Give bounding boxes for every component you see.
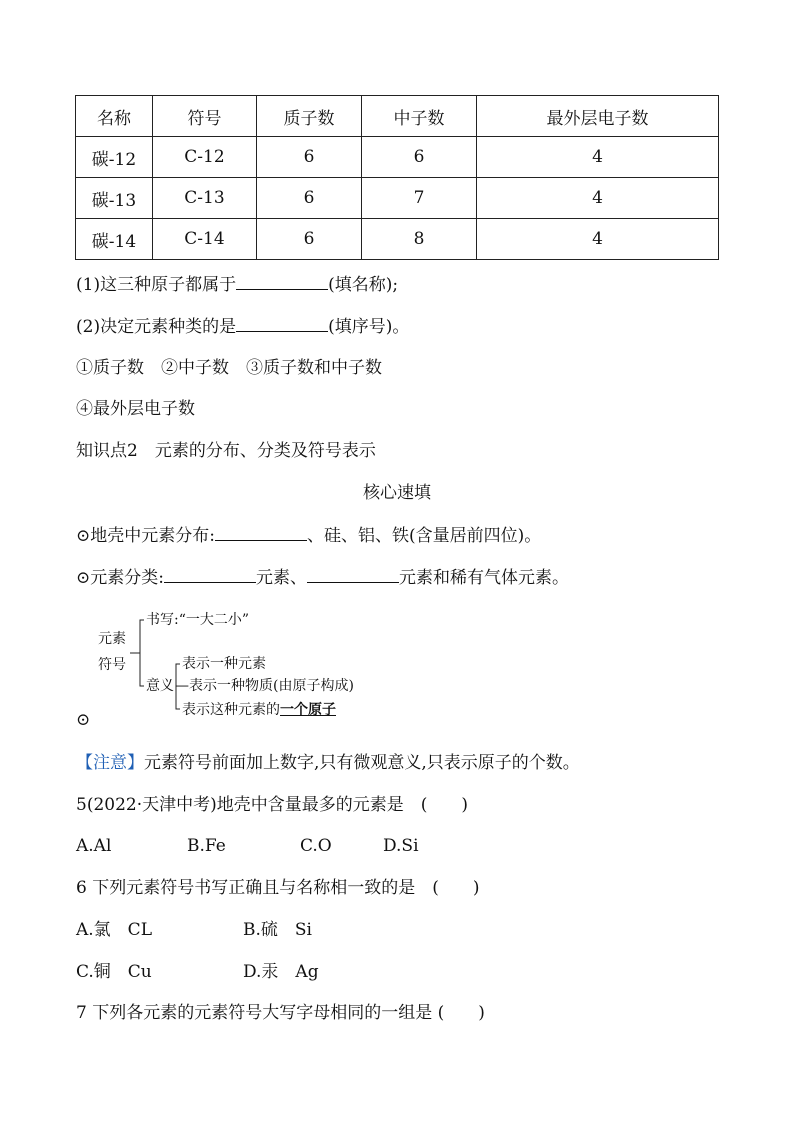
question-5-stem: 5(2022·天津中考)地壳中含量最多的元素是 ( ) (76, 795, 469, 815)
col-electrons-header: 最外层电子数 (477, 96, 719, 137)
question-1: (1)这三种原子都属于 (填名称); (76, 275, 399, 295)
diagram-writing: 书写:“一大二小” (146, 612, 250, 628)
cell: 8 (362, 219, 477, 260)
fill-line-2: ⊙元素分类: 元素、 元素和稀有气体元素。 (76, 568, 569, 588)
col-neutrons-header: 中子数 (362, 96, 477, 137)
answer-blank[interactable] (215, 524, 307, 541)
cell: 碳-13 (76, 178, 153, 219)
diagram-root: 元素 (98, 631, 126, 647)
question-7-stem: 7 下列各元素的元素符号大写字母相同的一组是 ( ) (76, 1003, 485, 1023)
cell: 4 (477, 219, 719, 260)
option-a[interactable]: A.氯 CL (76, 920, 152, 940)
col-protons-header: 质子数 (257, 96, 362, 137)
answer-blank[interactable] (164, 566, 256, 583)
cell: 7 (362, 178, 477, 219)
question-2: (2)决定元素种类的是 (填序号)。 (76, 317, 410, 337)
cell: 碳-14 (76, 219, 153, 260)
diagram-meaning-3: 表示这种元素的一个原子 (182, 702, 336, 718)
question-6-stem: 6 下列元素符号书写正确且与名称相一致的是 ( ) (76, 878, 480, 898)
cell: C-13 (153, 178, 257, 219)
diagram-meaning: 意义 (146, 678, 174, 694)
note-line: 【注意】元素符号前面加上数字,只有微观意义,只表示原子的个数。 (76, 753, 580, 773)
note-tag: 【注意】 (76, 753, 144, 773)
element-symbol-diagram (92, 606, 432, 726)
subheading: 核心速填 (363, 483, 431, 503)
circle-mark: ⊙ (76, 710, 91, 730)
answer-blank[interactable] (236, 315, 328, 332)
section-title: 知识点2 元素的分布、分类及符号表示 (76, 441, 376, 461)
table-row (76, 178, 719, 219)
table-header-row (76, 96, 719, 137)
cell: 6 (257, 137, 362, 178)
diagram-meaning-2: —表示一种物质(由原子构成) (175, 678, 354, 694)
cell: 6 (257, 178, 362, 219)
diagram-meaning-1: 表示一种元素 (182, 656, 266, 672)
diagram-root: 符号 (98, 657, 126, 673)
cell: C-14 (153, 219, 257, 260)
cell: 碳-12 (76, 137, 153, 178)
option-b[interactable]: B.Fe (187, 836, 226, 856)
cell: C-12 (153, 137, 257, 178)
col-symbol-header: 符号 (153, 96, 257, 137)
option-b[interactable]: B.硫 Si (243, 920, 312, 940)
option-c[interactable]: C.铜 Cu (76, 962, 152, 982)
option-d[interactable]: D.汞 Ag (243, 962, 319, 982)
option-d[interactable]: D.Si (383, 836, 419, 856)
option-c[interactable]: C.O (300, 836, 332, 856)
options-line-1: ①质子数 ②中子数 ③质子数和中子数 (76, 358, 382, 378)
options-line-2: ④最外层电子数 (76, 399, 195, 419)
cell: 6 (257, 219, 362, 260)
fill-line-1: ⊙地壳中元素分布: 、硅、铝、铁(含量居前四位)。 (76, 526, 542, 546)
answer-blank[interactable] (307, 566, 399, 583)
isotope-table (75, 95, 719, 260)
cell: 6 (362, 137, 477, 178)
table-row (76, 219, 719, 260)
table-row (76, 137, 719, 178)
answer-blank[interactable] (236, 273, 328, 290)
col-name-header: 名称 (76, 96, 153, 137)
option-a[interactable]: A.Al (76, 836, 112, 856)
cell: 4 (477, 178, 719, 219)
cell: 4 (477, 137, 719, 178)
